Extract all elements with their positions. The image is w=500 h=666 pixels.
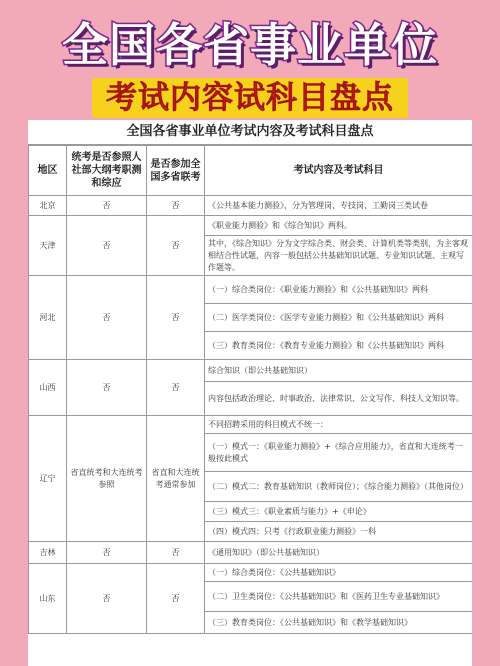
cell-content: （二）模式二：教育基础知识（教师岗位）；《综合能力测验》（其他岗位） <box>205 472 473 502</box>
cell-region: 辽宁 <box>29 416 67 542</box>
table-row <box>29 360 473 382</box>
table-row <box>29 564 473 582</box>
cell-region: 山西 <box>29 360 67 416</box>
poster-subtitle: 考试内容试科目盘点 <box>92 78 408 118</box>
cell-content: （三）教育类岗位：《教育专业能力测验》和《公共基础知识》两科 <box>205 332 473 360</box>
cell-unified: 否 <box>67 196 147 216</box>
poster-title: 全国各省事业单位 <box>62 18 438 72</box>
cell-unified: 否 <box>67 216 147 276</box>
cell-content: （一）模式一：《职业能力测验》+《综合应用能力》，省直和大连统考一般按此模式 <box>205 434 473 472</box>
cell-unified: 否 <box>67 564 147 634</box>
cell-content: 《职业能力测验》和《综合知识》两科。 <box>205 216 473 236</box>
cell-region: 北京 <box>29 196 67 216</box>
exam-table <box>28 145 472 634</box>
cell-joint: 否 <box>147 360 205 416</box>
exam-table-sheet <box>28 120 472 666</box>
cell-joint: 省直和大连统考通常参加 <box>147 416 205 542</box>
cell-joint: 否 <box>147 276 205 360</box>
cell-content: 其中，《综合知识》分为文字综合类、财会类、计算机类等类别，为主客观相结合性试题，内容一般包括公共基础知识试题、专业知识试题、主观写作题等。 <box>205 236 473 276</box>
cell-region: 天津 <box>29 216 67 276</box>
cell-content: 《通用知识》（即公共基础知识） <box>205 542 473 564</box>
cell-content: 《公共基本能力测验》，分为管理岗、专技岗、工勤岗三类试卷 <box>205 196 473 216</box>
header-unified: 统考是否参照人社部大纲考职测和综应 <box>67 146 147 196</box>
header-joint: 是否参加全国多省联考 <box>147 146 205 196</box>
cell-region: 吉林 <box>29 542 67 564</box>
table-row <box>29 276 473 304</box>
cell-region: 山东 <box>29 564 67 634</box>
cell-unified: 否 <box>67 542 147 564</box>
table-row <box>29 216 473 236</box>
cell-joint: 否 <box>147 542 205 564</box>
table-row <box>29 416 473 434</box>
cell-content: 综合知识（即公共基础知识） <box>205 360 473 382</box>
cell-content: （一）综合类岗位：《职业能力测验》和《公共基础知识》两科 <box>205 276 473 304</box>
table-title: 全国各省事业单位考试内容及考试科目盘点 <box>28 120 472 145</box>
header-region: 地区 <box>29 146 67 196</box>
cell-joint: 否 <box>147 196 205 216</box>
cell-region: 河北 <box>29 276 67 360</box>
cell-content: （三）模式三：《职业素质与能力》+《申论》 <box>205 502 473 522</box>
cell-joint: 否 <box>147 216 205 276</box>
cell-content: （一）综合类岗位：《公共基础知识》 <box>205 564 473 582</box>
cell-content: （二）医学类岗位：《医学专业能力测验》和《公共基础知识》两科 <box>205 304 473 332</box>
cell-unified: 否 <box>67 276 147 360</box>
cell-content: （二）卫生类岗位：《公共基础知识》和《医药卫生专业基础知识》 <box>205 582 473 612</box>
cell-joint: 否 <box>147 564 205 634</box>
table-header-row <box>29 146 473 196</box>
cell-content: （三）教育类岗位：《公共基础知识》和《教学基础知识》 <box>205 612 473 634</box>
table-row <box>29 196 473 216</box>
cell-content: （四）模式四：只考《行政职业能力测验》一科 <box>205 522 473 542</box>
cell-content: 内容包括政治理论、时事政治、法律常识、公文写作、科技人文知识等。 <box>205 382 473 416</box>
cell-content: 不同招聘采用的科目模式不统一： <box>205 416 473 434</box>
cell-unified: 否 <box>67 360 147 416</box>
header-content: 考试内容及考试科目 <box>205 146 473 196</box>
poster-subtitle-band <box>0 78 500 120</box>
cell-unified: 省直统考和大连统考参照 <box>67 416 147 542</box>
table-row <box>29 542 473 564</box>
